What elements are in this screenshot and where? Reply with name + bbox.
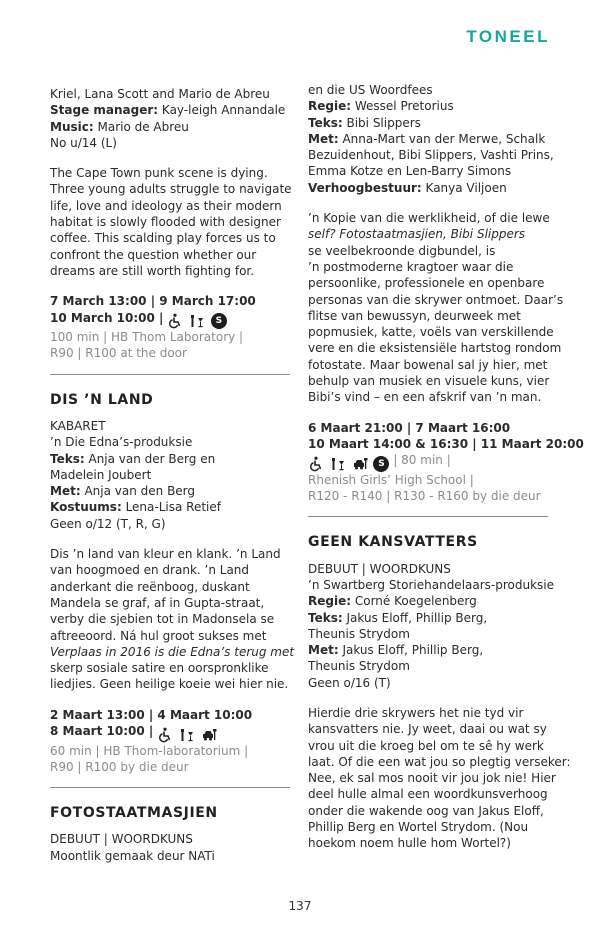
credit-line: Teks: Jakus Eloff, Phillip Berg, <box>308 610 488 625</box>
divider <box>50 374 290 375</box>
wheelchair-icon <box>167 313 183 329</box>
show-description: The Cape Town punk scene is dying. Three young adults struggle to navigate life, love and ideology as their modern habitat is slowly flooded with designer coffee. This scalding play forces us to confront the question whether our dreams are still worth fighting for. <box>50 166 292 278</box>
show-description: Hierdie drie skrywers het nie tyd vir kansvatters nie. Jy weet, daai ou wat sy vrou uit die kroeg bel om te sê hy werk laat. Of die een wat jou so plegtig verseker: Nee, ek sal mos nooit vir jou jok nie! Hier deel hulle almal een woordkunsverhoog onder die wakende oog van Jakus Eloff, Phillip Berg en Wortel Strydom. (Nou hoekom noem hulle hom Wortel?) <box>308 706 571 851</box>
duration: | 80 min | <box>393 453 451 468</box>
show-description: Dis ’n land van kleur en klank. ’n Land van hoogmoed en drank. ’n Land anderkant die reënboog, duskant Mandela se graf, af in Gupta-straat, verby die sjebien tot in Madonsela se aftreeoord. Ná hul groot sukses met Verplaas in 2016 is die Edna’s terug met skerp sosiale satire en oorspronklike liedjies. Geen heilige koeie wei hier nie. <box>50 547 295 692</box>
credit-line: Teks: Bibi Slippers <box>308 115 421 130</box>
age-restriction: No u/14 (L) <box>50 135 117 150</box>
venue-info: 100 min | HB Thom Laboratory | <box>50 330 244 345</box>
credit-line: Theunis Strydom <box>308 626 410 641</box>
divider <box>308 516 548 517</box>
credit-line: Met: Anna-Mart van der Merwe, Schalk <box>308 131 546 146</box>
credit-line: Theunis Strydom <box>308 659 410 674</box>
ticket-prices: R120 - R140 | R130 - R160 by die deur <box>308 489 541 504</box>
production-company: ’n Swartberg Storiehandelaars-produksie <box>308 577 555 592</box>
genre: DEBUUT | WOORDKUNS <box>308 561 451 576</box>
venue-info: Rhenish Girls’ High School | <box>308 472 474 487</box>
car-icon <box>352 456 368 472</box>
cast-continued: Kriel, Lana Scott and Mario de Abreu <box>50 87 270 101</box>
car-icon <box>201 727 217 743</box>
credit-line: Stage manager: Kay-leigh Annandale <box>50 103 286 118</box>
wheelchair-icon <box>157 727 173 743</box>
schedule <box>50 707 290 775</box>
show-title: FOTOSTAATMASJIEN <box>50 805 218 822</box>
genre: DEBUUT | WOORDKUNS <box>50 832 193 847</box>
credit-line: Music: Mario de Abreu <box>50 119 189 134</box>
production-company: Moontlik gemaak deur NATi <box>50 848 215 863</box>
right-column <box>308 82 584 852</box>
credit-line: Verhoogbestuur: Kanya Viljoen <box>308 180 507 195</box>
wheelchair-icon <box>308 456 324 472</box>
credit-line: Bezuidenhout, Bibi Slippers, Vashti Prins, <box>308 148 554 163</box>
production-continued: en die US Woordfees <box>308 83 433 97</box>
credit-line: Emma Kotze en Len-Barry Simons <box>308 164 512 179</box>
performance-dates: 10 Maart 14:00 & 16:30 | 11 Maart 20:00 <box>308 436 584 451</box>
s-badge-icon: S <box>211 313 227 329</box>
s-badge-icon: S <box>373 456 389 472</box>
divider <box>50 787 290 788</box>
production-company: ’n Die Edna’s-produksie <box>50 435 193 450</box>
performance-dates: 8 Maart 10:00 | <box>50 724 154 738</box>
show-title: GEEN KANSVATTERS <box>308 534 478 551</box>
performance-dates: 10 March 10:00 | <box>50 310 164 325</box>
page-number: 137 <box>288 899 312 913</box>
left-column <box>50 86 295 864</box>
age-restriction: Geen o/16 (T) <box>308 675 391 690</box>
performance-dates: 2 Maart 13:00 | 4 Maart 10:00 <box>50 707 253 722</box>
credit-line: Kostuums: Lena-Lisa Retief <box>50 500 221 515</box>
ticket-prices: R90 | R100 by die deur <box>50 759 189 774</box>
bar-icon <box>330 456 346 472</box>
credit-line: Regie: Corné Koegelenberg <box>308 594 477 609</box>
credit-line: Teks: Anja van der Berg en <box>50 451 216 466</box>
credit-line: Madelein Joubert <box>50 467 152 482</box>
performance-dates: 6 Maart 21:00 | 7 Maart 16:00 <box>308 420 511 435</box>
show-title: DIS ’N LAND <box>50 391 154 408</box>
credit-line: Met: Anja van den Berg <box>50 484 196 499</box>
genre: KABARET <box>50 418 106 433</box>
age-restriction: Geen o/12 (T, R, G) <box>50 516 166 531</box>
show-description: ’n Kopie van die werklikheid, of die lewe self? Fotostaatmasjien, Bibi Slippers se veelbekroonde digbundel, is ’n postmoderne kragtoer waar die persoonlike, professionele en openbare personas van die skrywer ontmoet. Daar’s flitse van bewussyn, deurweek met popmusiek, katte, voëls van verskillende vere en die eksistensiële hartstog rondom fotostate. Maar bowenal sal jy hier, met behulp van musiek en visuele kuns, vier Bibi’s vind – en een afskrif van ’n man. <box>308 211 564 405</box>
ticket-prices: R90 | R100 at the door <box>50 346 187 361</box>
bar-icon <box>179 727 195 743</box>
performance-dates: 7 March 13:00 | 9 March 17:00 <box>50 294 256 309</box>
credit-line: Met: Jakus Eloff, Phillip Berg, <box>308 643 484 658</box>
section-title: TONEEL <box>466 27 550 46</box>
credit-line: Regie: Wessel Pretorius <box>308 99 454 114</box>
schedule <box>50 293 290 361</box>
bar-icon <box>189 313 205 329</box>
schedule <box>308 420 584 505</box>
venue-info: 60 min | HB Thom-laboratorium | <box>50 743 249 758</box>
